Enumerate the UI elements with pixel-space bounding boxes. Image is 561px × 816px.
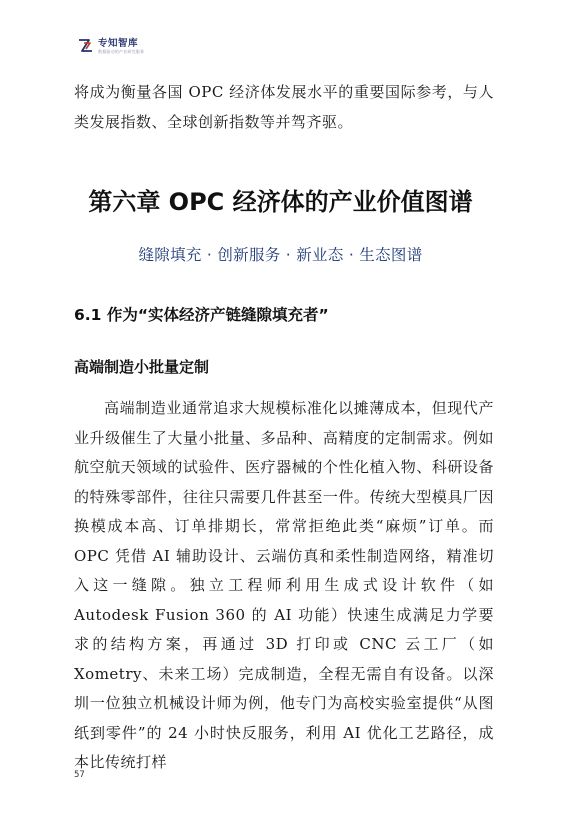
main-paragraph: 高端制造业通常追求大规模标准化以摊薄成本，但现代产业升级催生了大量小批量、多品种、高精度的定制需求。例如航空航天领域的试验件、医疗器械的个性化植入物、科研设备的特殊零部件，往往只需要几件甚至一件。传统大型模具厂因换模成本高、订单排期长，常常拒绝此类“麻烦”订单。而 OPC 凭借 AI 辅助设计、云端仿真和柔性制造网络，精准切入这一缝隙。独立工程师利用生成式设计软件（如 Autodesk Fusion 360 的 AI 功能）快速生成满足力学要求的结构方案，再通过 3D 打印或 CNC 云工厂（如 Xometry、未来工场）完成制造，全程无需自有设备。以深圳一位独立机械设计师为例，他专门为高校实验室提供“从图纸到零件”的 24 小时快反服务，利用 AI 优化工艺路径，成本比传统打样 xyxy=(74,399,494,771)
header-logo xyxy=(78,38,144,54)
logo-subtitle: 数据驱动的产业研究服务 xyxy=(98,49,145,54)
logo-title: 专知智库 xyxy=(98,38,139,49)
logo-text xyxy=(98,38,144,54)
continuation-paragraph: 将成为衡量各国 OPC 经济体发展水平的重要国际参考，与人类发展指数、全球创新指数等并驾齐驱。 xyxy=(74,83,494,131)
section-heading: 6.1 作为“实体经济产链缝隙填充者” xyxy=(74,306,329,324)
page-number: 57 xyxy=(74,770,85,780)
logo-icon xyxy=(78,39,94,53)
subsection-heading: 高端制造小批量定制 xyxy=(74,358,210,376)
chapter-title: 第六章 OPC 经济体的产业价值图谱 xyxy=(88,188,473,216)
chapter-subtitle: 缝隙填充 · 创新服务 · 新业态 · 生态图谱 xyxy=(138,246,423,264)
